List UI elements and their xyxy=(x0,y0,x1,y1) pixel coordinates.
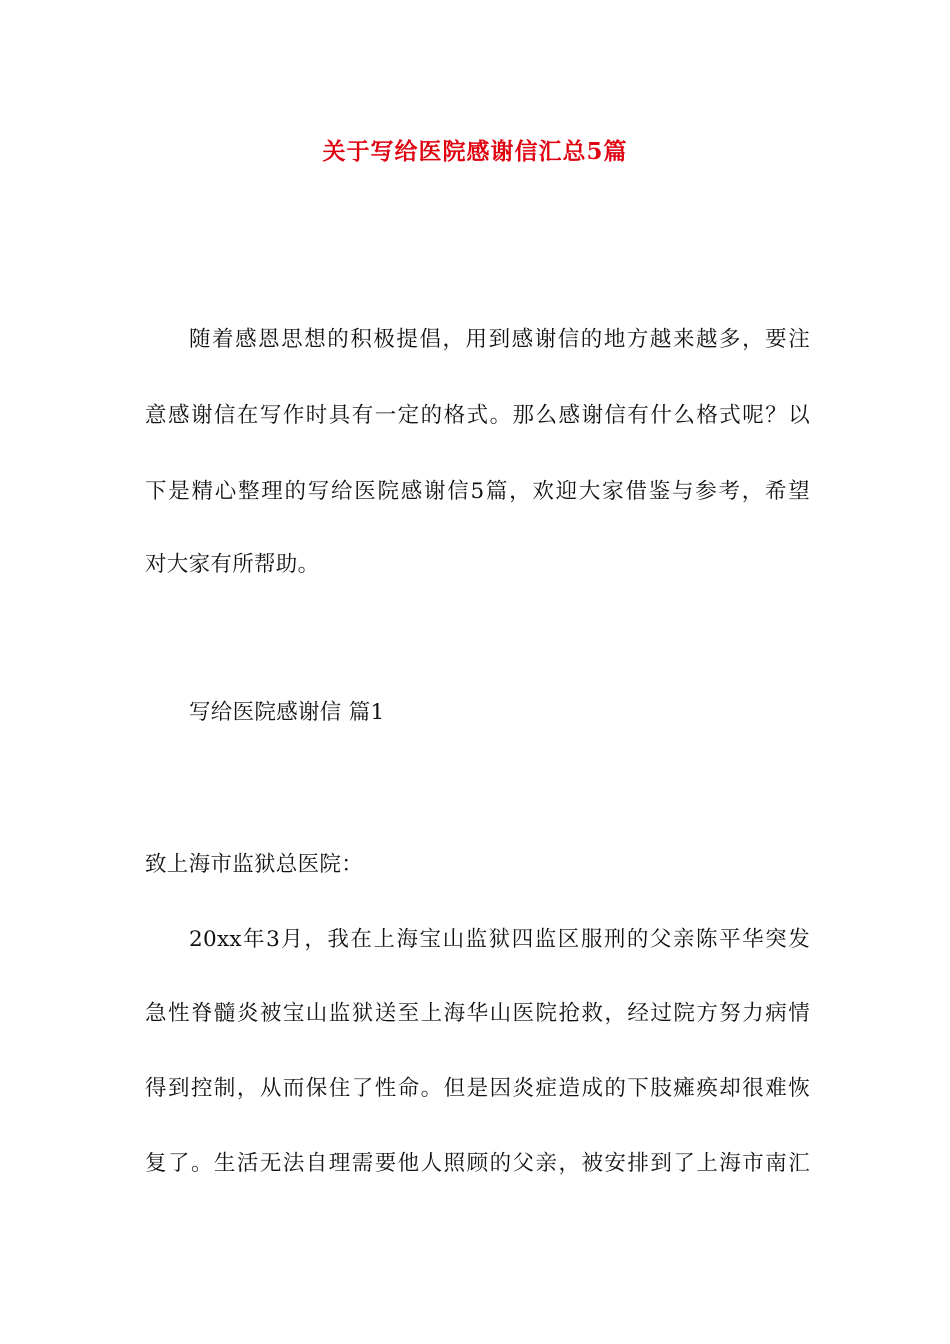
body-line-1: 20xx年3月，我在上海宝山监狱四监区服刑的父亲陈平华突发 xyxy=(189,927,810,952)
intro-line-1: 随着感恩思想的积极提倡，用到感谢信的地方越来越多，要注 xyxy=(189,327,810,352)
body-line-4: 复了。生活无法自理需要他人照顾的父亲，被安排到了上海市南汇 xyxy=(145,1151,810,1176)
intro-line-4: 对大家有所帮助。 xyxy=(145,552,320,577)
document-title: 关于写给医院感谢信汇总5篇 xyxy=(322,138,628,165)
intro-line-2: 意感谢信在写作时具有一定的格式。那么感谢信有什么格式呢？以 xyxy=(145,403,810,428)
body-line-2: 急性脊髓炎被宝山监狱送至上海华山医院抢救，经过院方努力病情 xyxy=(145,1001,810,1026)
intro-line-3: 下是精心整理的写给医院感谢信5篇，欢迎大家借鉴与参考，希望 xyxy=(145,479,810,504)
body-line-3: 得到控制，从而保住了性命。但是因炎症造成的下肢瘫痪却很难恢 xyxy=(145,1076,810,1101)
section-heading: 写给医院感谢信 篇1 xyxy=(189,700,385,725)
salutation: 致上海市监狱总医院： xyxy=(145,852,364,877)
